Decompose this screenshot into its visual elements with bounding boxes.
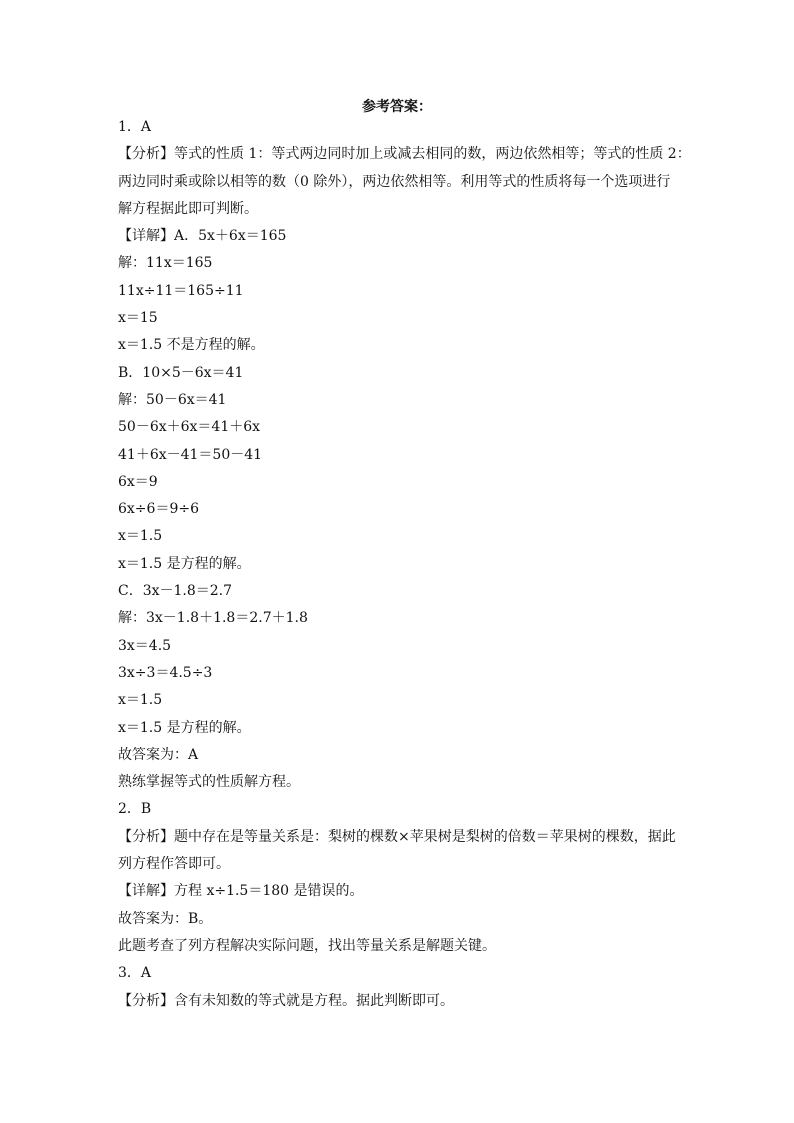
detail-line: 【详解】方程 x÷1.5＝180 是错误的。 bbox=[118, 883, 364, 900]
conclusion-line: 故答案为：B。 bbox=[118, 910, 213, 927]
solution-line: x＝1.5 bbox=[118, 692, 163, 709]
solution-line: 3x÷3＝4.5÷3 bbox=[118, 664, 213, 681]
solution-line: 50－6x＋6x＝41＋6x bbox=[118, 419, 261, 436]
analysis-line: 【分析】题中存在是等量关系是：梨树的棵数×苹果树是梨树的倍数＝苹果树的棵数，据此 bbox=[118, 828, 676, 845]
page-title: 参考答案： bbox=[362, 99, 432, 115]
comment-line: 此题考查了列方程解决实际问题，找出等量关系是解题关键。 bbox=[118, 937, 496, 954]
analysis-line: 【分析】等式的性质 1：等式两边同时加上或减去相同的数，两边依然相等；等式的性质 2： bbox=[118, 146, 691, 163]
option-line: B．10×5－6x＝41 bbox=[118, 364, 244, 381]
solution-line: 解：50－6x＝41 bbox=[118, 391, 227, 408]
option-line: C．3x－1.8＝2.7 bbox=[118, 583, 233, 600]
solution-line: 解：11x＝165 bbox=[118, 255, 213, 272]
solution-line: 6x÷6＝9÷6 bbox=[118, 501, 199, 518]
analysis-line: 解方程据此即可判断。 bbox=[118, 200, 258, 217]
solution-line: 6x＝9 bbox=[118, 473, 158, 490]
solution-line: 11x÷11＝165÷11 bbox=[118, 282, 244, 299]
answer-content bbox=[118, 114, 698, 1015]
answer-line: 1．A bbox=[118, 119, 152, 135]
solution-line: x＝1.5 是方程的解。 bbox=[118, 719, 251, 736]
solution-line: 解：3x－1.8＋1.8＝2.7＋1.8 bbox=[118, 610, 308, 627]
solution-line: x＝1.5 不是方程的解。 bbox=[118, 337, 265, 354]
solution-line: 3x＝4.5 bbox=[118, 637, 172, 654]
analysis-line: 列方程作答即可。 bbox=[118, 856, 230, 873]
solution-line: x＝1.5 bbox=[118, 528, 163, 545]
detail-line: 【详解】A．5x＋6x＝165 bbox=[118, 228, 287, 245]
conclusion-line: 故答案为：A bbox=[118, 746, 199, 763]
solution-line: x＝1.5 是方程的解。 bbox=[118, 555, 251, 572]
answer-line: 3．A bbox=[118, 965, 152, 982]
solution-line: x＝15 bbox=[118, 310, 158, 327]
analysis-line: 两边同时乘或除以相等的数（0 除外），两边依然相等。利用等式的性质将每一个选项进行 bbox=[118, 173, 671, 190]
comment-line: 熟练掌握等式的性质解方程。 bbox=[118, 774, 300, 791]
answer-line: 2．B bbox=[118, 801, 152, 818]
solution-line: 41＋6x－41＝50－41 bbox=[118, 446, 263, 463]
analysis-line: 【分析】含有未知数的等式就是方程。据此判断即可。 bbox=[118, 992, 454, 1009]
